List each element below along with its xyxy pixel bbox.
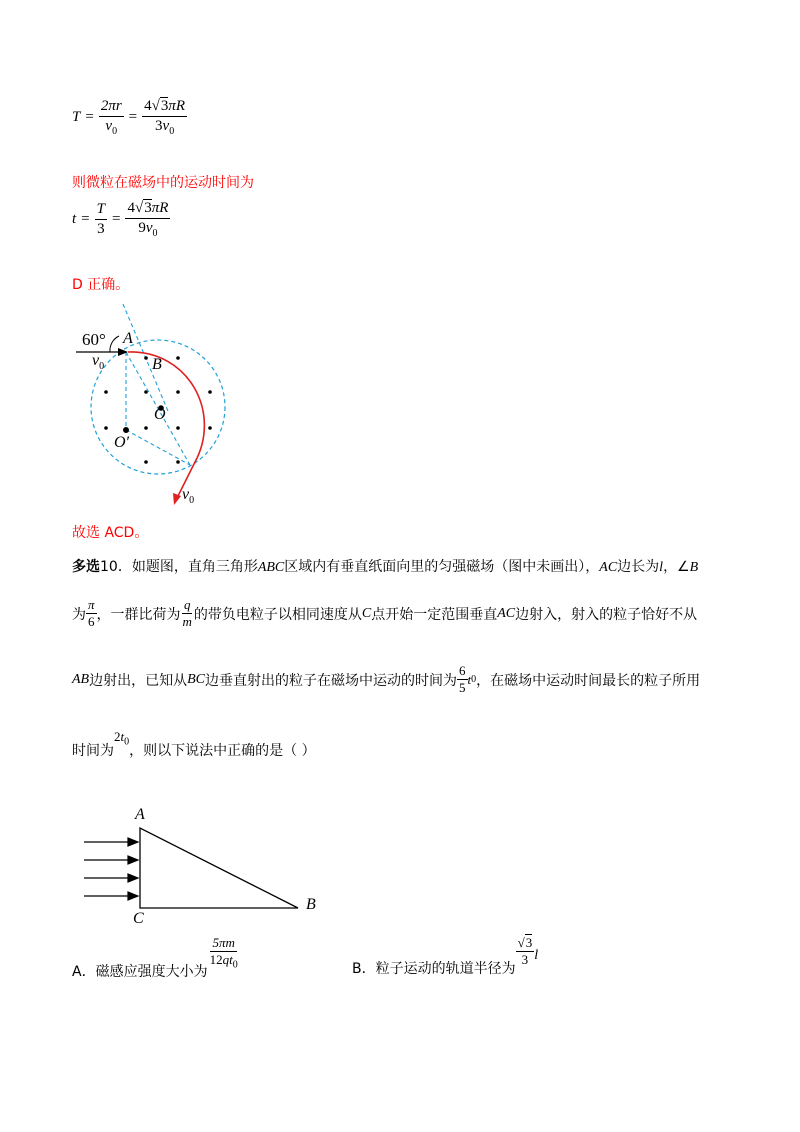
field-dot [176,390,180,394]
fraction-sqrt3-3: $\frac{√3}{3}$ [517,935,533,968]
label-v0-in [92,352,104,372]
field-dot [176,426,180,430]
text-segment: 边长为 [617,559,660,575]
radicand: 3 [525,935,533,950]
center-O-prime [123,427,129,433]
vertex-B: B [306,896,316,913]
label-angle: 60° [82,330,106,349]
text-segment: 边垂直射出的粒子在磁场中运动的时间为 [205,672,457,689]
superscript-2t0 [114,729,130,748]
label-v0-out [182,486,194,506]
arrowhead [128,892,138,900]
fraction-denominator: 3 [521,952,529,968]
math-symbol: AB [72,671,90,687]
option-b [352,935,539,980]
field-dot [176,356,180,360]
math-symbol: t [120,729,125,744]
fraction: $\frac{4√3\pi R}{3v_0}$ [144,98,186,137]
field-dot [208,390,212,394]
numerator-rest: πR [168,98,186,114]
fraction [99,98,124,137]
fraction-denominator: v [105,117,113,134]
fraction-pi-6 [86,598,97,630]
text-segment: 时间为 [72,743,114,759]
arrowhead [128,874,138,882]
equals-sign: = [85,108,94,125]
field-dot [144,390,148,394]
label-O-prime: O′ [114,434,130,451]
label-B: B [152,356,162,373]
vertex-C: C [133,910,144,927]
text-segment: ，在磁场中运动时间最长的粒子所用 [476,672,701,689]
denominator-variable: v [145,219,153,236]
fraction-6-5 [457,664,468,696]
text-segment: ，则以下说法中正确的是（ ） [129,743,316,759]
math-symbol: ABC [257,560,285,575]
coefficient: 2 [114,729,121,744]
coefficient: 12 [209,952,223,968]
fraction-denominator: 6 [88,614,95,630]
math-symbol: AC [599,560,618,575]
field-dot [208,426,212,430]
formula-symbol: T [72,108,81,125]
math-symbol: l [534,947,539,963]
question-10-line-1 [72,556,698,576]
radicand: 3 [160,98,169,114]
text-segment: 10．如题图，直角三角形 [100,559,258,575]
fraction-numerator: 6 [457,664,468,680]
subscript: 0 [112,125,118,137]
fraction-numerator: q [182,598,193,614]
angle-arc [110,336,119,352]
math-symbol: t [229,952,233,968]
equals-sign: = [81,210,90,227]
denominator-variable: v [162,117,170,134]
text-segment: 边射出，已知从 [89,672,188,689]
formula-period [72,98,187,137]
option-label: A．磁感应强度大小为 [72,963,208,980]
subscript: 0 [471,674,477,686]
text-segment: 的带负电粒子以相同速度从 [193,606,362,623]
math-symbol: B [689,560,699,575]
fraction-denominator: m [182,614,192,630]
label-A: A [123,330,133,347]
fraction-q-m [181,598,194,630]
denominator-coefficient: 9 [138,219,146,236]
numerator-rest: πR [151,200,169,216]
math-symbol: l [659,560,664,575]
arrowhead [128,838,138,846]
fraction-numerator: 5πm [210,936,236,952]
text-d-correct: D 正确。 [72,277,130,293]
vertex-A: A [135,806,145,823]
math-symbol: q [222,952,230,968]
math-symbol: BC [187,671,205,687]
formula-symbol: t [72,210,77,227]
figure-right-triangle [80,820,320,920]
fraction-numerator: T [95,201,107,220]
formula-time [72,200,170,239]
equals-sign: = [128,108,138,125]
math-symbol: t [467,671,472,687]
fraction-numerator: π [86,598,97,614]
field-dot [104,390,108,394]
math-symbol: AC [497,605,516,621]
subscript: 0 [99,361,105,373]
field-dot [144,426,148,430]
question-10-line-3 [72,664,700,696]
fraction-numerator: 2πr [99,98,124,117]
question-10-line-2 [72,598,697,630]
question-10-line-4 [72,729,316,762]
field-dot [176,460,180,464]
option-label: B．粒子运动的轨道半径为 [352,960,516,977]
text-answer: 故选 ACD。 [72,525,149,541]
incident-arrows [84,838,138,900]
arrowhead [128,856,138,864]
field-dot [144,356,148,360]
denominator-coefficient: 3 [155,117,163,134]
fraction-denominator: 3 [97,220,105,237]
subscript: 0 [232,959,238,971]
trajectory-arc [128,352,204,500]
coefficient: 4 [127,200,135,216]
field-dot [104,426,108,430]
text-segment: 边射入，射入的粒子恰好不从 [515,606,698,623]
coefficient: 4 [144,98,152,114]
velocity-symbol: v [92,352,100,369]
text-time: 则微粒在磁场中的运动时间为 [72,175,254,191]
text-segment: ，一群比荷为 [96,606,181,623]
fraction: $\frac{4√3\pi R}{9v_0}$ [127,200,169,239]
text-segment: 点开始一定范围垂直 [371,606,498,623]
label-O: O [154,406,166,423]
text-segment: 区域内有垂直纸面向里的匀强磁场（图中未画出）， [284,559,600,575]
fraction-5pim [208,936,240,971]
dashed-line-3 [126,430,190,465]
triangle-abc [140,828,298,908]
field-dot [144,460,148,464]
fraction [95,201,107,237]
text-segment: 为 [72,606,86,623]
subscript: 0 [124,736,130,748]
subscript: 0 [169,125,175,137]
text-segment: ，∠ [663,559,690,575]
radicand: 3 [144,200,152,216]
subscript: 0 [152,227,158,239]
fraction-denominator: 5 [459,680,466,696]
velocity-symbol: v [182,486,190,503]
question-tag: 多选 [72,559,100,575]
outgoing-arrowhead [173,493,181,505]
equals-sign: = [111,210,121,227]
math-symbol: C [361,605,372,621]
subscript: 0 [189,495,195,507]
